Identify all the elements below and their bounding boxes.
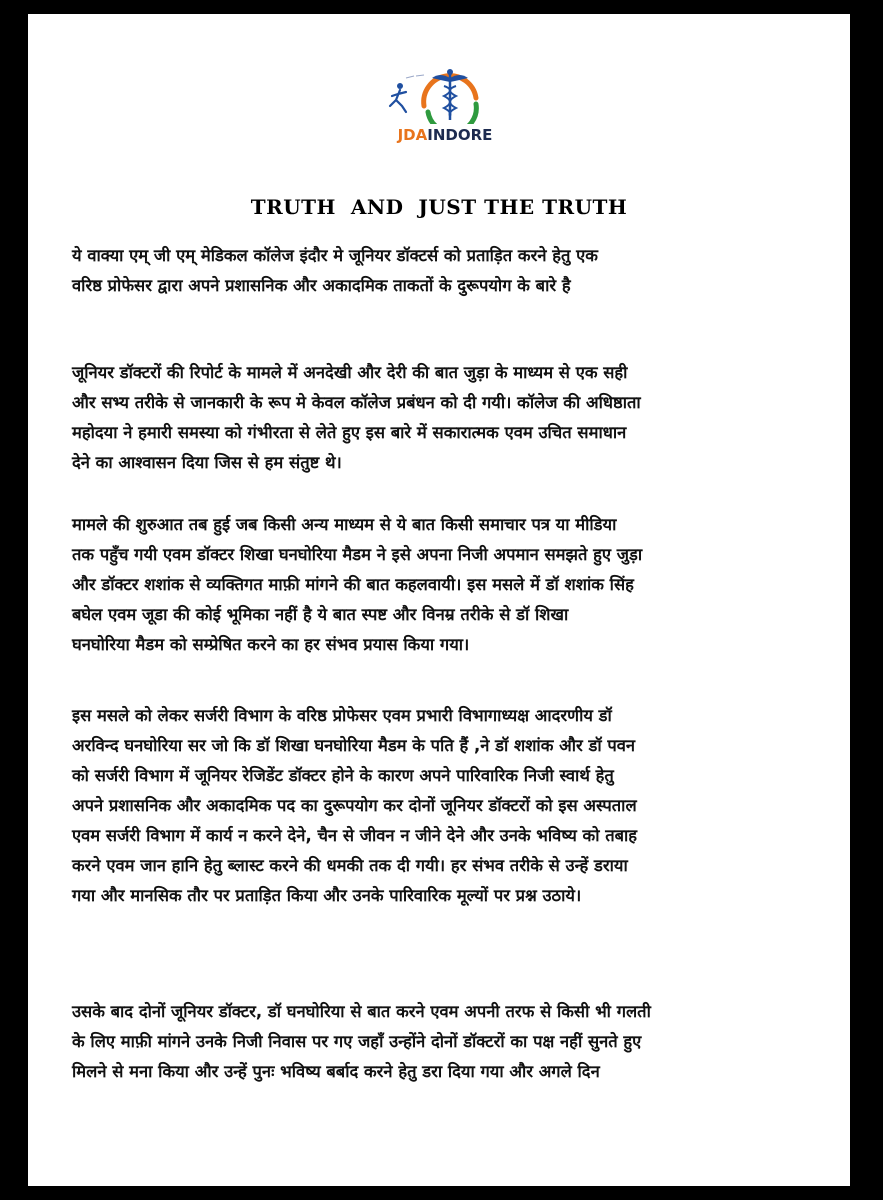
paragraph-line: ये वाक्या एम् जी एम् मेडिकल कॉलेज इंदौर मे जूनियर डॉक्टर्स को प्रताड़ित करने हेतु एक [72, 246, 598, 265]
document-title: TRUTH AND JUST THE TRUTH [250, 195, 628, 219]
paragraph-line: और सभ्य तरीके से जानकारी के रूप मे केवल कॉलेज प्रबंधन को दी गयी। कॉलेज की अधिष्ठाता [72, 393, 641, 412]
paragraph-line: देने का आश्वासन दिया जिस से हम संतुष्ट थे। [72, 453, 342, 472]
paragraph-line: मिलने से मना किया और उन्हें पुनः भविष्य बर्बाद करने हेतु डरा दिया गया और अगले दिन [72, 1062, 600, 1081]
paragraph-line: वरिष्ठ प्रोफेसर द्वारा अपने प्रशासनिक और अकादमिक ताकतों के दुरूपयोग के बारे है [72, 276, 571, 295]
paragraph-line: को सर्जरी विभाग में जूनियर रेजिडेंट डॉक्टर होने के कारण अपने पारिवारिक निजी स्वार्थ हेतु [72, 766, 614, 785]
paragraph-line: करने एवम जान हानि हेतु ब्लास्ट करने की धमकी तक दी गयी। हर संभव तरीके से उन्हें डराया [72, 856, 628, 875]
paragraph-4 [72, 701, 812, 911]
logo-wordmark [380, 126, 510, 144]
logo-text-indore: INDORE [427, 126, 493, 144]
paragraph-line: एवम सर्जरी विभाग में कार्य न करने देने, चैन से जीवन न जीने देने और उनके भविष्य को तबाह [72, 826, 638, 845]
paragraph-line: गया और मानसिक तौर पर प्रताड़ित किया और उनके पारिवारिक मूल्यों पर प्रश्न उठाये। [72, 886, 582, 905]
paragraph-line: जूनियर डॉक्टरों की रिपोर्ट के मामले में अनदेखी और देरी की बात जुड़ा के माध्यम से एक सही [72, 363, 628, 382]
logo-text-jda: JDA [397, 126, 428, 144]
paragraph-1 [72, 241, 812, 301]
caduceus-runner-icon [380, 54, 510, 124]
paragraph-line: महोदया ने हमारी समस्या को गंभीरता से लेते हुए इस बारे में सकारात्मक एवम उचित समाधान [72, 423, 627, 442]
paragraph-line: इस मसले को लेकर सर्जरी विभाग के वरिष्ठ प्रोफेसर एवम प्रभारी विभागाध्यक्ष आदरणीय डॉ [72, 706, 612, 725]
document-page [28, 14, 850, 1186]
jda-indore-logo [380, 54, 510, 154]
paragraph-line: और डॉक्टर शशांक से व्यक्तिगत माफ़ी मांगने की बात कहलवायी। इस मसले में डॉ शशांक सिंह [72, 575, 634, 594]
paragraph-2 [72, 358, 812, 478]
paragraph-line: तक पहुँच गयी एवम डॉक्टर शिखा घनघोरिया मैडम ने इसे अपना निजी अपमान समझते हुए जुड़ा [72, 545, 643, 564]
paragraph-line: अरविन्द घनघोरिया सर जो कि डॉ शिखा घनघोरिया मैडम के पति हैं ,ने डॉ शशांक और डॉ पवन [72, 736, 636, 755]
paragraph-5 [72, 997, 812, 1087]
paragraph-line: अपने प्रशासनिक और अकादमिक पद का दुरूपयोग कर दोनों जूनियर डॉक्टरों को इस अस्पताल [72, 796, 637, 815]
paragraph-line: मामले की शुरुआत तब हुई जब किसी अन्य माध्यम से ये बात किसी समाचार पत्र या मीडिया [72, 515, 617, 534]
paragraph-line: के लिए माफ़ी मांगने उनके निजी निवास पर गए जहाँ उन्होंने दोनों डॉक्टरों का पक्ष नहीं सुनते हुए [72, 1032, 642, 1051]
paragraph-line: बघेल एवम जूडा की कोई भूमिका नहीं है ये बात स्पष्ट और विनम्र तरीके से डॉ शिखा [72, 605, 569, 624]
paragraph-line: घनघोरिया मैडम को सम्प्रेषित करने का हर संभव प्रयास किया गया। [72, 635, 470, 654]
paragraph-3 [72, 510, 812, 660]
paragraph-line: उसके बाद दोनों जूनियर डॉक्टर, डॉ घनघोरिया से बात करने एवम अपनी तरफ से किसी भी गलती [72, 1002, 651, 1021]
